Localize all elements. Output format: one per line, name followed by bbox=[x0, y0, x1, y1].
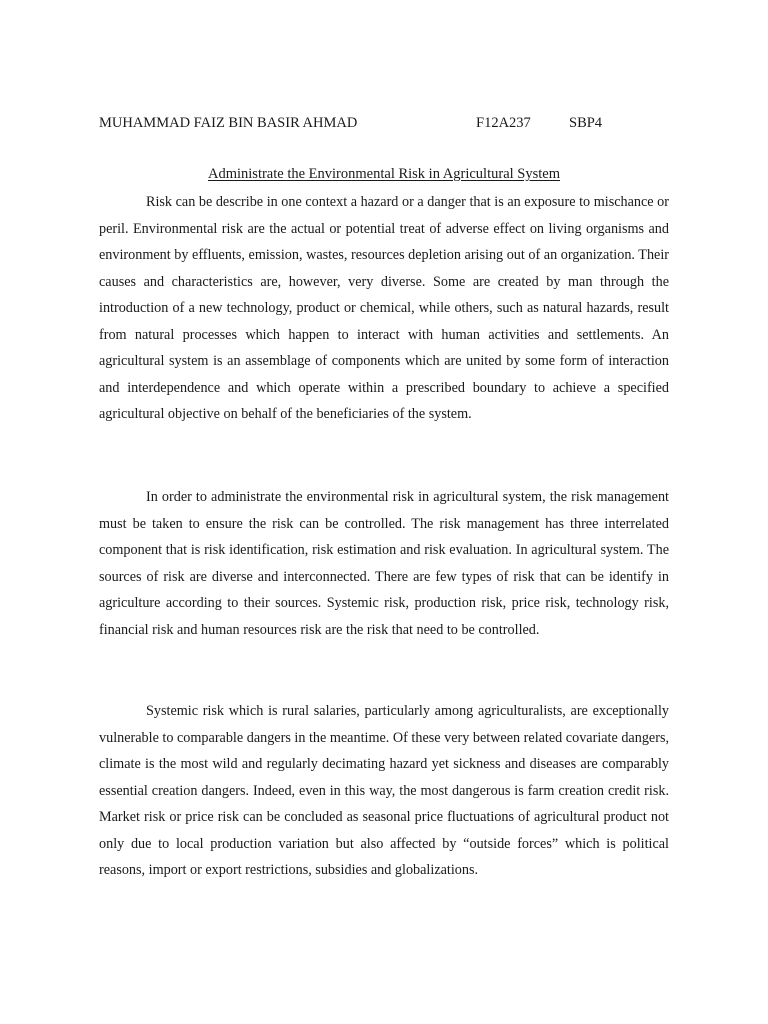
document-header bbox=[99, 112, 669, 134]
student-id: F12A237 bbox=[476, 115, 531, 131]
student-name: MUHAMMAD FAIZ BIN BASIR AHMAD bbox=[99, 115, 358, 131]
paragraph-2: In order to administrate the environmental risk in agricultural system, the risk management must be taken to ensure the risk can be controlled. The risk management has three interrelated component that is risk identification, risk estimation and risk evaluation. In agricultural system. The sources of risk are diverse and interconnected. There are few types of risk that can be identify in agriculture according to their sources. Systemic risk, production risk, price risk, technology risk, financial risk and human resources risk are the risk that need to be controlled. bbox=[99, 489, 669, 638]
paragraph-1: Risk can be describe in one context a hazard or a danger that is an exposure to mischance or peril. Environmental risk are the actual or potential treat of adverse effect on living organisms and environment by effluents, emission, wastes, resources depletion arising out of an organization. Their causes and characteristics are, however, very diverse. Some are created by man through the introduction of a new technology, product or chemical, while others, such as natural hazards, result from natural processes which happen to interact with human activities and settlements. An agricultural system is an assemblage of components which are united by some form of interaction and interdependence and which operate within a prescribed boundary to achieve a specified agricultural objective on behalf of the beneficiaries of the system. bbox=[99, 194, 669, 422]
paragraph-3: Systemic risk which is rural salaries, particularly among agriculturalists, are exceptionally vulnerable to comparable dangers in the meantime. Of these very between related covariate dangers, climate is the most wild and regularly decimating hazard yet sickness and diseases are comparably essential creation dangers. Indeed, even in this way, the most dangerous is farm creation credit risk. Market risk or price risk can be concluded as seasonal price fluctuations of agricultural product not only due to local production variation but also affected by “outside forces” which is political reasons, import or export restrictions, subsidies and globalizations. bbox=[99, 703, 670, 878]
document-title bbox=[99, 163, 669, 185]
class-code: SBP4 bbox=[569, 115, 603, 131]
document-title-text: Administrate the Environmental Risk in Agricultural System bbox=[208, 166, 560, 182]
